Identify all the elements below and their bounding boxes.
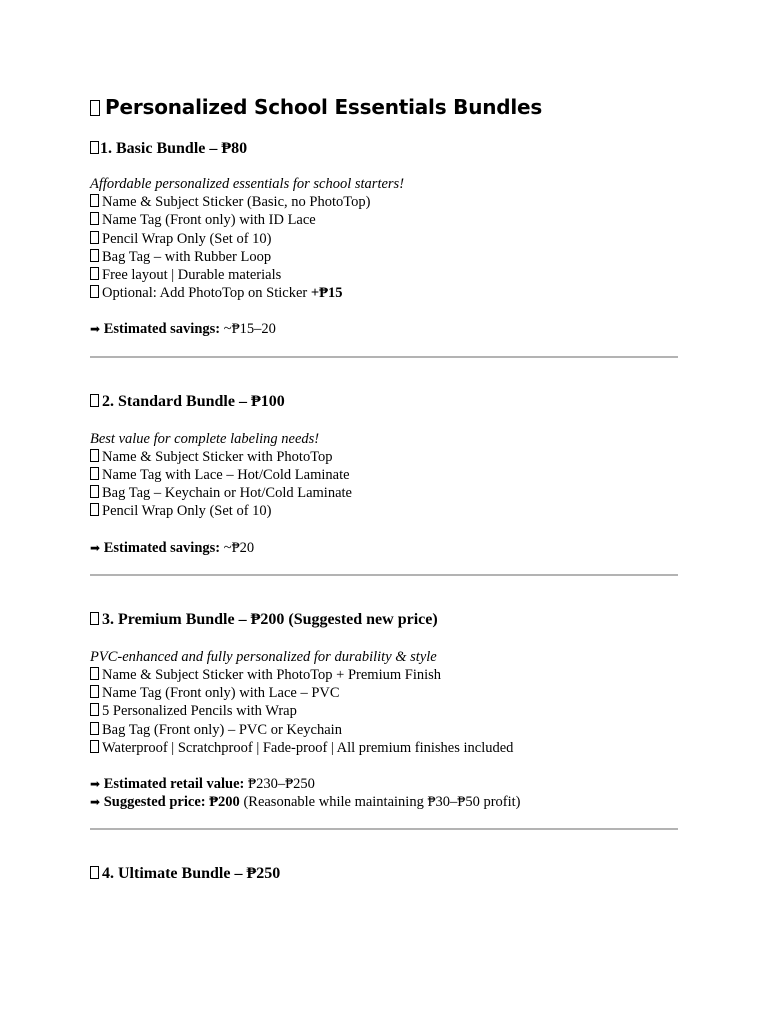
bundle-heading: 2. Standard Bundle – ₱100 <box>90 392 678 412</box>
bundle-basic <box>90 139 678 339</box>
savings-line: ➡ Estimated savings: ~₱20 <box>90 539 255 556</box>
list-item: Name & Subject Sticker (Basic, no PhotoTop) <box>90 193 678 211</box>
suggested-price-line: ➡ Suggested price: ₱200 (Reasonable while maintaining ₱30–₱50 profit) <box>90 794 521 811</box>
check-icon <box>90 685 99 698</box>
arrow-right-icon: ➡ <box>90 322 101 337</box>
check-icon <box>90 212 99 225</box>
check-icon <box>90 722 99 735</box>
list-item: Bag Tag (Front only) – PVC or Keychain <box>90 721 678 739</box>
check-icon <box>90 285 99 298</box>
check-icon <box>90 740 99 753</box>
section-divider <box>90 828 678 830</box>
check-icon <box>90 485 99 498</box>
check-icon <box>90 703 99 716</box>
list-item: Bag Tag – Keychain or Hot/Cold Laminate <box>90 484 678 502</box>
bundle-tagline: PVC-enhanced and fully personalized for durability & style <box>90 648 437 665</box>
list-item: Pencil Wrap Only (Set of 10) <box>90 502 678 520</box>
emoji-placeholder-icon <box>90 612 99 625</box>
document-title: Personalized School Essentials Bundles <box>90 92 678 122</box>
bundle-ultimate <box>90 864 678 884</box>
list-item: Free layout | Durable materials <box>90 266 678 284</box>
emoji-placeholder-icon <box>90 394 99 407</box>
check-icon <box>90 503 99 516</box>
check-icon <box>90 467 99 480</box>
check-icon <box>90 667 99 680</box>
bundle-heading: 1. Basic Bundle – ₱80 <box>90 139 678 159</box>
list-item: Name & Subject Sticker with PhotoTop <box>90 448 678 466</box>
list-item: Name Tag with Lace – Hot/Cold Laminate <box>90 466 678 484</box>
bundle-heading: 4. Ultimate Bundle – ₱250 <box>90 864 678 884</box>
bundle-tagline: Best value for complete labeling needs! <box>90 430 320 447</box>
optional-price: +₱15 <box>310 285 343 302</box>
emoji-placeholder-icon <box>90 866 99 879</box>
check-icon <box>90 231 99 244</box>
check-icon <box>90 194 99 207</box>
bundle-standard <box>90 392 678 557</box>
list-item: Pencil Wrap Only (Set of 10) <box>90 230 678 248</box>
arrow-right-icon: ➡ <box>90 777 101 792</box>
list-item: Name & Subject Sticker with PhotoTop + Premium Finish <box>90 666 678 684</box>
retail-value-line: ➡ Estimated retail value: ₱230–₱250 <box>90 776 315 793</box>
bundle-premium <box>90 610 678 812</box>
bundle-heading: 3. Premium Bundle – ₱200 (Suggested new price) <box>90 610 678 630</box>
emoji-placeholder-icon <box>90 100 100 116</box>
arrow-right-icon: ➡ <box>90 795 101 810</box>
list-item: Name Tag (Front only) with Lace – PVC <box>90 684 678 702</box>
arrow-right-icon: ➡ <box>90 540 101 555</box>
list-item: Name Tag (Front only) with ID Lace <box>90 211 678 229</box>
section-divider <box>90 574 678 576</box>
bundle-tagline: Affordable personalized essentials for school starters! <box>90 176 405 192</box>
section-divider <box>90 356 678 358</box>
list-item: 5 Personalized Pencils with Wrap <box>90 702 678 720</box>
list-item: Waterproof | Scratchproof | Fade-proof | All premium finishes included <box>90 739 678 757</box>
check-icon <box>90 267 99 280</box>
savings-line: ➡ Estimated savings: ~₱15–20 <box>90 321 276 338</box>
list-item: Optional: Add PhotoTop on Sticker +₱15 <box>90 284 678 302</box>
document-page <box>90 92 678 884</box>
check-icon <box>90 249 99 262</box>
check-icon <box>90 449 99 462</box>
emoji-placeholder-icon <box>90 141 99 154</box>
list-item: Bag Tag – with Rubber Loop <box>90 248 678 266</box>
